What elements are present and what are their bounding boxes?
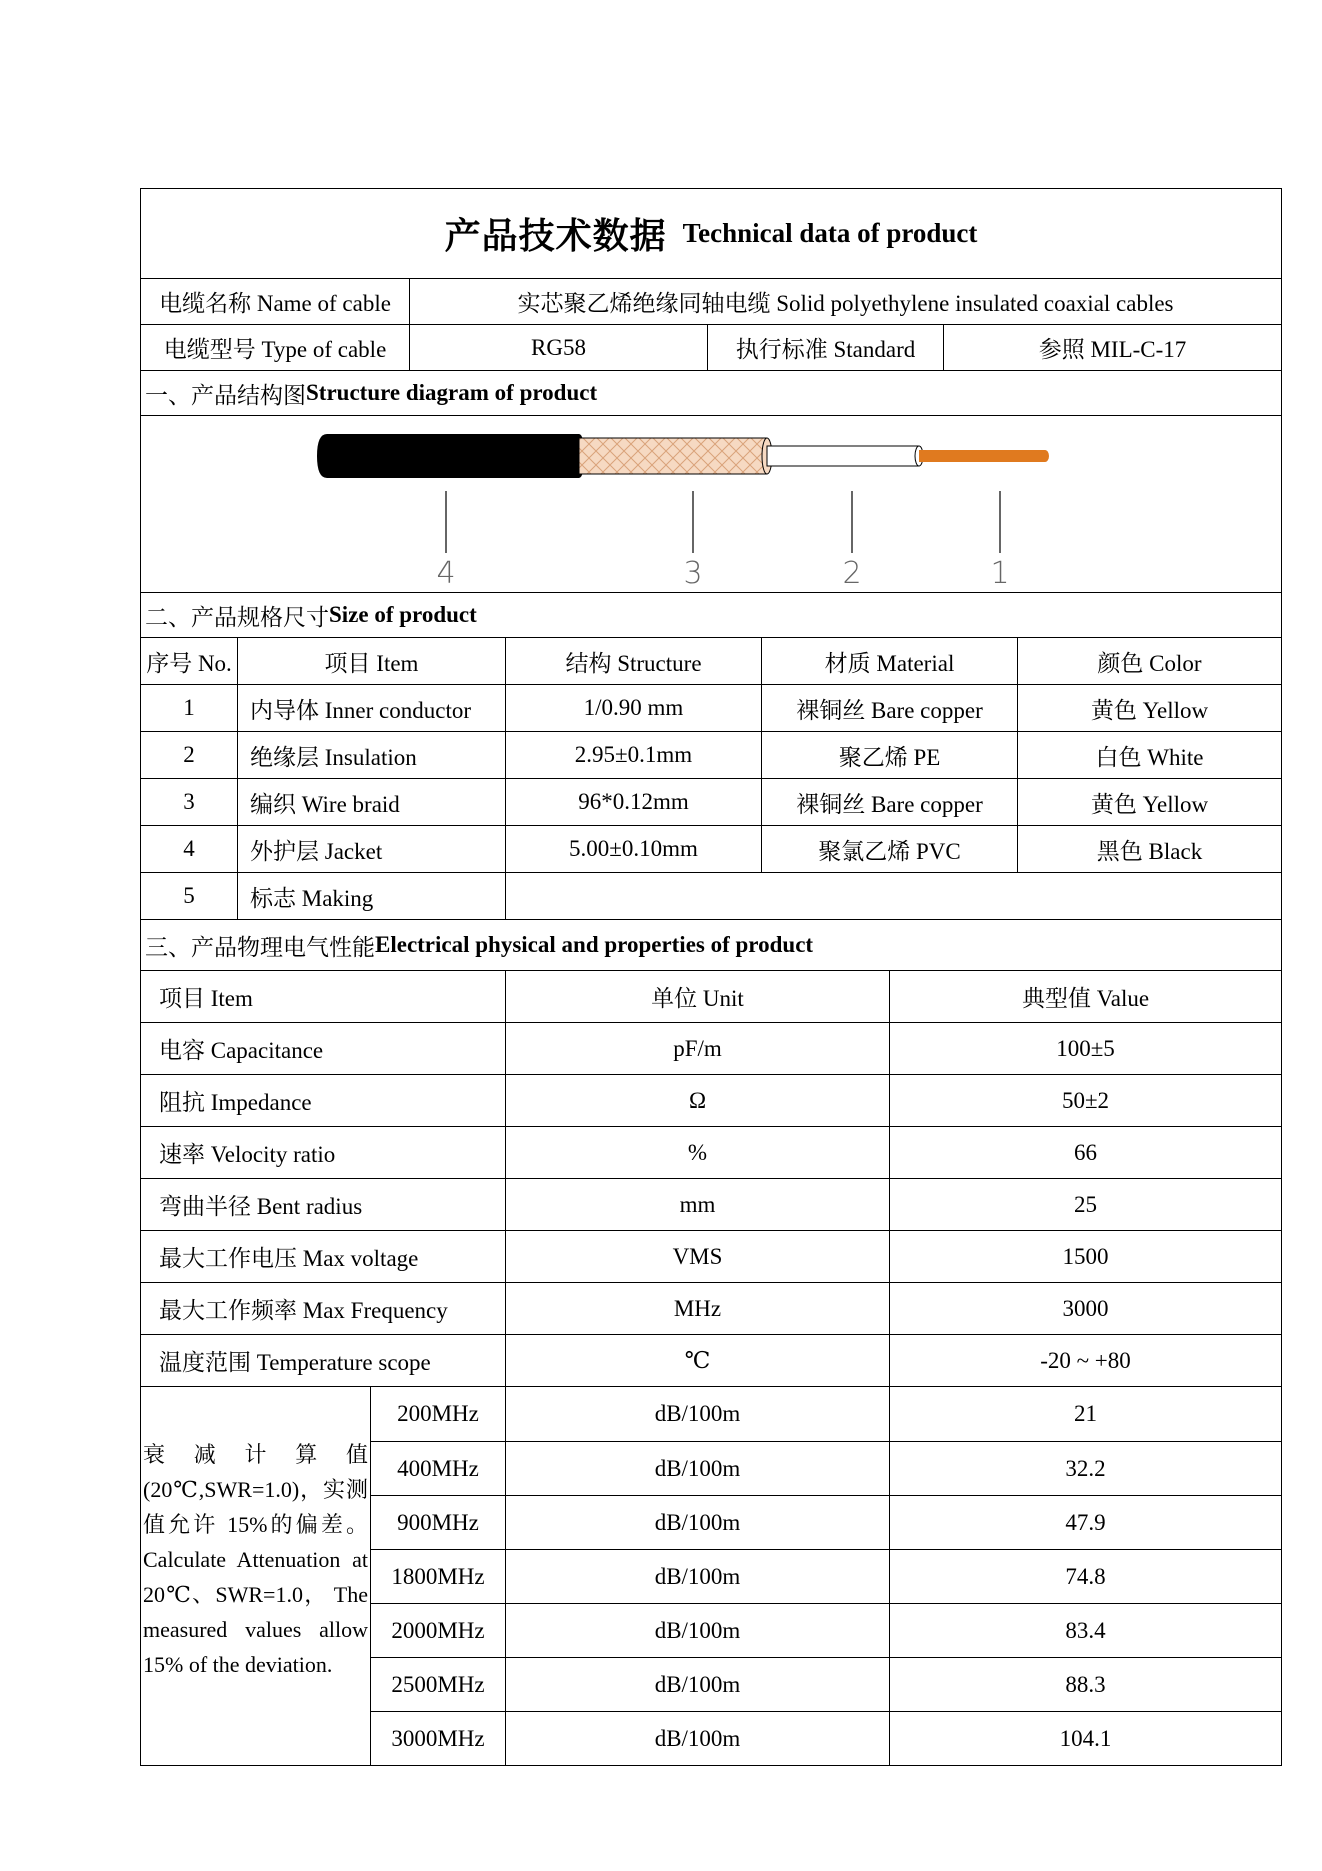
prop-unit: MHz bbox=[505, 1283, 889, 1334]
coax-cable-drawing bbox=[141, 416, 1281, 593]
atten-unit: dB/100m bbox=[505, 1442, 889, 1495]
jacket-layer bbox=[317, 434, 579, 478]
size-structure: 1/0.90 mm bbox=[505, 685, 761, 731]
atten-freq: 1800MHz bbox=[391, 1563, 485, 1589]
atten-row bbox=[371, 1549, 1281, 1603]
size-header-structure: 结构 Structure bbox=[505, 638, 761, 684]
prop-header-value: 典型值 Value bbox=[889, 971, 1281, 1022]
section3-cn: 三、产品物理电气性能 bbox=[145, 934, 375, 960]
size-color: 白色 White bbox=[1017, 732, 1281, 778]
size-item: 内导体 Inner conductor bbox=[237, 685, 505, 731]
prop-header-unit: 单位 Unit bbox=[505, 971, 889, 1022]
attenuation-rows bbox=[371, 1387, 1281, 1765]
standard-value: 参照 MIL-C-17 bbox=[943, 325, 1281, 370]
size-structure: 5.00±0.10mm bbox=[505, 826, 761, 872]
size-row bbox=[141, 684, 1281, 731]
atten-row bbox=[371, 1711, 1281, 1765]
title-en: Technical data of product bbox=[682, 218, 978, 248]
prop-value: 1500 bbox=[889, 1231, 1281, 1282]
prop-unit: ℃ bbox=[505, 1335, 889, 1386]
size-no: 1 bbox=[183, 695, 195, 720]
prop-item: 最大工作频率 Max Frequency bbox=[159, 1298, 448, 1323]
prop-row bbox=[141, 1178, 1281, 1230]
prop-row bbox=[141, 1282, 1281, 1334]
atten-unit: dB/100m bbox=[505, 1604, 889, 1657]
prop-item: 弯曲半径 Bent radius bbox=[159, 1194, 363, 1219]
size-structure: 2.95±0.1mm bbox=[505, 732, 761, 778]
atten-freq: 3000MHz bbox=[391, 1725, 485, 1751]
attenuation-note: 衰减计算值(20℃,SWR=1.0)，实测值允许 15%的偏差。Calculate Attenuation at 20℃、SWR=1.0， The measured values allow 15% of the deviation. bbox=[141, 1387, 371, 1765]
section1-en: Structure diagram of product bbox=[306, 380, 598, 405]
size-row bbox=[141, 825, 1281, 872]
prop-header-row bbox=[141, 970, 1281, 1022]
size-item: 绝缘层 Insulation bbox=[237, 732, 505, 778]
atten-row bbox=[371, 1495, 1281, 1549]
size-structure: 96*0.12mm bbox=[505, 779, 761, 825]
section-structure-heading bbox=[141, 370, 1281, 415]
prop-item: 温度范围 Temperature scope bbox=[159, 1350, 431, 1375]
size-header-row bbox=[141, 637, 1281, 684]
size-material: 聚乙烯 PE bbox=[761, 732, 1017, 778]
prop-header-item: 项目 Item bbox=[159, 986, 253, 1011]
cable-name-value: 实芯聚乙烯绝缘同轴电缆 Solid polyethylene insulated coaxial cables bbox=[409, 279, 1281, 324]
size-header-color: 颜色 Color bbox=[1017, 638, 1281, 684]
prop-item: 阻抗 Impedance bbox=[159, 1090, 312, 1115]
title-row bbox=[141, 189, 1281, 278]
atten-value: 47.9 bbox=[889, 1496, 1281, 1549]
size-item: 标志 Making bbox=[237, 873, 505, 919]
cable-name-label: 电缆名称 Name of cable bbox=[159, 291, 391, 316]
prop-unit: VMS bbox=[505, 1231, 889, 1282]
size-color: 黄色 Yellow bbox=[1017, 779, 1281, 825]
atten-unit: dB/100m bbox=[505, 1387, 889, 1441]
prop-unit: % bbox=[505, 1127, 889, 1178]
section3-en: Electrical physical and properties of product bbox=[375, 932, 814, 957]
atten-unit: dB/100m bbox=[505, 1496, 889, 1549]
atten-value: 32.2 bbox=[889, 1442, 1281, 1495]
prop-row bbox=[141, 1334, 1281, 1386]
attenuation-block bbox=[141, 1386, 1281, 1765]
braid-layer bbox=[579, 438, 767, 474]
atten-unit: dB/100m bbox=[505, 1658, 889, 1711]
size-material: 裸铜丝 Bare copper bbox=[761, 779, 1017, 825]
size-material: 聚氯乙烯 PVC bbox=[761, 826, 1017, 872]
atten-unit: dB/100m bbox=[505, 1550, 889, 1603]
size-row bbox=[141, 778, 1281, 825]
atten-row bbox=[371, 1441, 1281, 1495]
prop-row bbox=[141, 1022, 1281, 1074]
atten-freq: 2000MHz bbox=[391, 1617, 485, 1643]
size-item: 外护层 Jacket bbox=[237, 826, 505, 872]
atten-freq: 400MHz bbox=[397, 1455, 479, 1481]
label-3: 3 bbox=[683, 556, 703, 591]
size-item: 编织 Wire braid bbox=[237, 779, 505, 825]
prop-value: 50±2 bbox=[889, 1075, 1281, 1126]
cable-type-value: RG58 bbox=[409, 325, 707, 370]
section-properties-heading bbox=[141, 919, 1281, 970]
size-material: 裸铜丝 Bare copper bbox=[761, 685, 1017, 731]
size-no: 5 bbox=[183, 883, 195, 908]
size-color: 黑色 Black bbox=[1017, 826, 1281, 872]
atten-freq: 900MHz bbox=[397, 1509, 479, 1535]
label-4: 4 bbox=[436, 556, 456, 591]
prop-item: 最大工作电压 Max voltage bbox=[159, 1246, 419, 1271]
section-size-heading bbox=[141, 592, 1281, 637]
prop-item: 速率 Velocity ratio bbox=[159, 1142, 336, 1167]
conductor-layer bbox=[919, 450, 1045, 462]
prop-item: 电容 Capacitance bbox=[159, 1038, 324, 1063]
structure-diagram bbox=[141, 415, 1281, 592]
cable-type-label: 电缆型号 Type of cable bbox=[163, 337, 387, 362]
size-header-no: 序号 No. bbox=[146, 650, 232, 676]
prop-row bbox=[141, 1074, 1281, 1126]
atten-row bbox=[371, 1603, 1281, 1657]
label-2: 2 bbox=[842, 556, 862, 591]
prop-value: 3000 bbox=[889, 1283, 1281, 1334]
atten-value: 74.8 bbox=[889, 1550, 1281, 1603]
section1-cn: 一、产品结构图 bbox=[145, 382, 306, 408]
prop-unit: Ω bbox=[505, 1075, 889, 1126]
size-no: 4 bbox=[183, 836, 195, 861]
size-header-material: 材质 Material bbox=[761, 638, 1017, 684]
prop-value: 66 bbox=[889, 1127, 1281, 1178]
marking-empty-cell bbox=[505, 873, 1281, 919]
prop-unit: mm bbox=[505, 1179, 889, 1230]
prop-value: 100±5 bbox=[889, 1023, 1281, 1074]
size-row bbox=[141, 731, 1281, 778]
atten-value: 104.1 bbox=[889, 1712, 1281, 1765]
atten-freq: 200MHz bbox=[397, 1401, 479, 1426]
prop-value: 25 bbox=[889, 1179, 1281, 1230]
size-no: 2 bbox=[183, 742, 195, 767]
prop-row bbox=[141, 1126, 1281, 1178]
section2-en: Size of product bbox=[329, 602, 477, 627]
atten-row bbox=[371, 1387, 1281, 1441]
atten-freq: 2500MHz bbox=[391, 1671, 485, 1697]
standard-label: 执行标准 Standard bbox=[707, 325, 943, 370]
size-row-marking bbox=[141, 872, 1281, 919]
prop-value: -20 ~ +80 bbox=[889, 1335, 1281, 1386]
size-header-item: 项目 Item bbox=[237, 638, 505, 684]
cable-name-row bbox=[141, 278, 1281, 324]
size-color: 黄色 Yellow bbox=[1017, 685, 1281, 731]
size-no: 3 bbox=[183, 789, 195, 814]
prop-unit: pF/m bbox=[505, 1023, 889, 1074]
section2-cn: 二、产品规格尺寸 bbox=[145, 604, 329, 630]
atten-unit: dB/100m bbox=[505, 1712, 889, 1765]
prop-row bbox=[141, 1230, 1281, 1282]
title-cn: 产品技术数据 bbox=[444, 216, 667, 256]
atten-row bbox=[371, 1657, 1281, 1711]
cable-type-row bbox=[141, 324, 1281, 370]
insulation-layer bbox=[767, 446, 919, 466]
atten-value: 88.3 bbox=[889, 1658, 1281, 1711]
atten-value: 83.4 bbox=[889, 1604, 1281, 1657]
label-1: 1 bbox=[990, 556, 1010, 591]
technical-data-sheet bbox=[140, 188, 1282, 1766]
atten-value: 21 bbox=[889, 1387, 1281, 1441]
